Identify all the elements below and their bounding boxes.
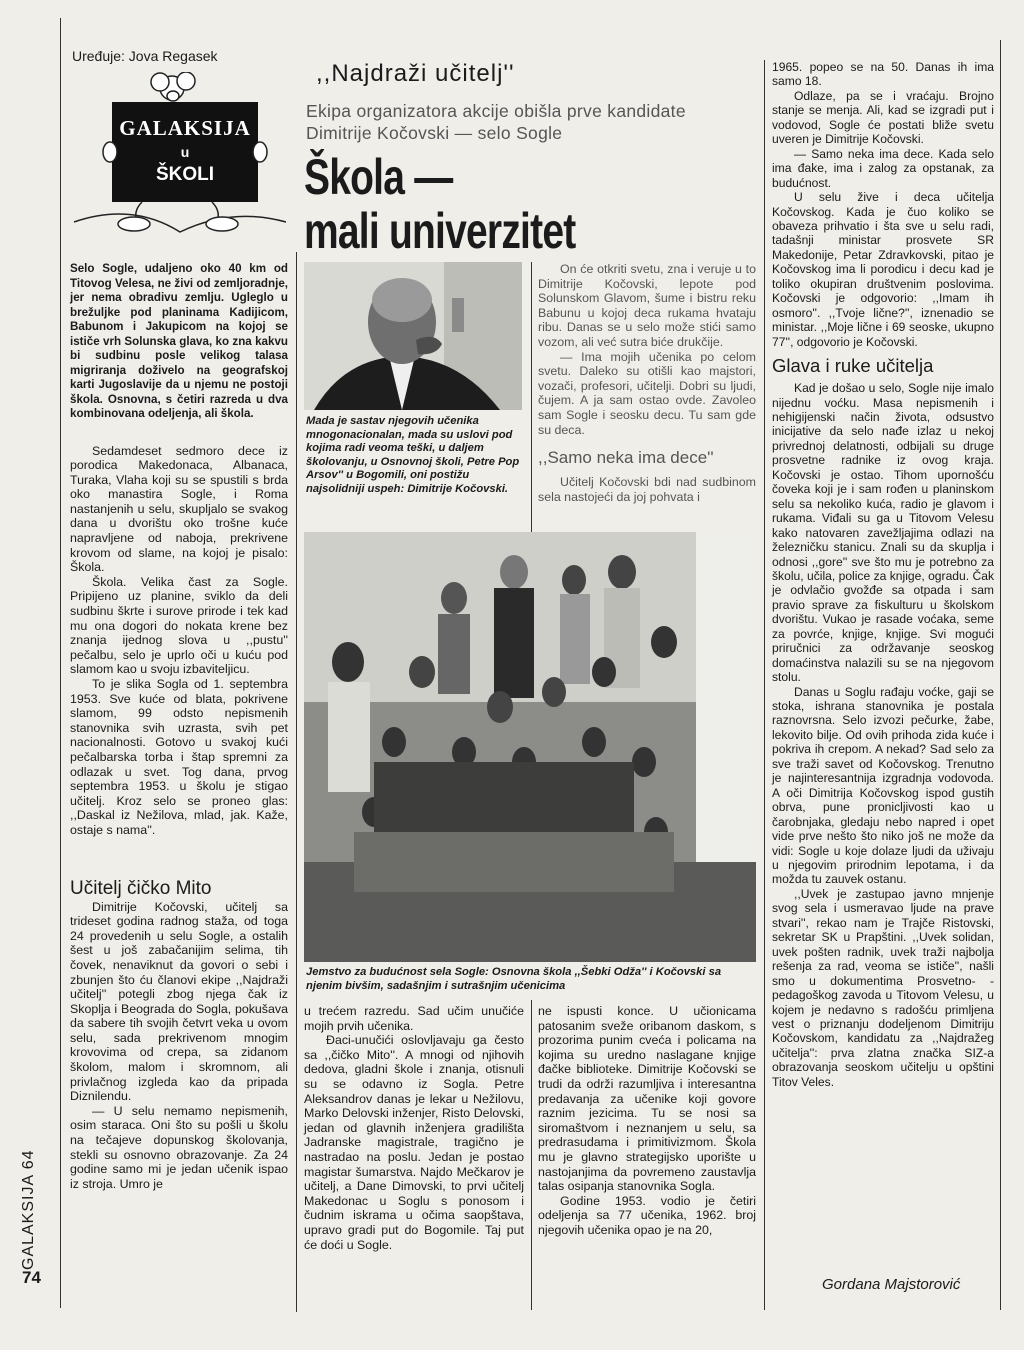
cartoon-figure-icon (72, 72, 288, 248)
column-1 (70, 262, 288, 1191)
col1-paragraph-5: — U selu nemamo nepismenih, osim staraca. Oni što su pošli u školu na tečajeve dopunskog školovanja, stekli su osnovno obrazovanje. Za 24 godine samo mi je jedan učenik ispao iz stroja. Umro je (70, 1103, 288, 1191)
col2-paragraph-1: u trećem razredu. Sad učim unučiće mojih prvih učenika. (304, 1004, 524, 1033)
kicker: ,,Najdraži učitelj'' (316, 60, 515, 87)
author-signature: Gordana Majstorović (822, 1276, 961, 1293)
column-2-bottom (304, 1004, 524, 1252)
portrait-image (304, 262, 522, 410)
col3b-paragraph-2: Godine 1953. vodio je četiri odeljenja sa 77 učenika, 1962. broj njegovih učenika opao je na 20, (538, 1193, 756, 1237)
subhead-glava-i-ruke: Glava i ruke učitelja (772, 355, 934, 377)
subhead-samo-neka: ,,Samo neka ima dece'' (538, 448, 714, 468)
column-rule-2 (531, 262, 532, 532)
col1-paragraph-4: Dimitrije Kočovski, učitelj sa trideset godina radnog staža, od toga 24 provedenih u selu Sogle, a ostalih šest u još zabačanijim selima, tih čovek, nenaviknut da govori o sebi i zbunjen što ću članovi ekipe ,,Najdraži učitelj'' potegli zbog njega čak iz Skoplja i Beograda do Sogla, pokušava da sabere tih svojih četvrt veka u ovom selu, sada prekrivenom mnogim krovovima od crepa, sa zidanom školom, malom i skromnom, ali privlačnog izgleda kao da pripada Diznilendu. (70, 899, 288, 1104)
title-line-2: mali univerzitet (304, 203, 576, 259)
column-rule-3 (531, 1000, 532, 1310)
series-logo (72, 72, 288, 248)
column-rule-4 (764, 60, 765, 1310)
col4-paragraph-4: U selu žive i deca učitelja Kočovskog. Kada je čuo koliko se obaveza prihvatio i šta sve u selu radi, tadašnji ministar prosvete SR Makedonije, Petar Zdravkovski, pitao je Kočovskog ima li porodicu i decu kad je toliko okupiran društvenim poslovima. Kočovski je odgovorio: ,,Imam ih osmoro''. ,,Tvoje lične?'', iznenadio se ministar. ,,Moje lične i 69 seoske, ukupno 77'', odgovorio je Kočovski. (772, 190, 994, 349)
right-border-rule (1000, 40, 1001, 1310)
col4-paragraph-7: ,,Uvek je zastupao javno mnjenje svog sela i usmeravao ljude na prave stvari'', rekao nam je Trajče Ristovski, sekretar SK u Prapštini. ,,Uvek solidan, uvek pošten radnik, uvek traži najbolja rešenja za rad, veoma se ističe'', našli smo u dokumentima Prosvetno- -pedagoškog zavoda u Titovom Velesu, u kojem je nedavno s radošću primljena vest o priznanju dodeljenom Dimitriju Kočovskom, kandidatu za ,,Najdražeg učitelja'': prva zlatna značka SIZ-a obrazovanja seoskom učitelju u opštini Titov Veles. (772, 886, 994, 1089)
photo2-caption: Jemstvo za budućnost sela Sogle: Osnovna škola ,,Šebki Odža'' i Kočovski sa njenim bivšim, sadašnjim i sutrašnjim učenicima (306, 966, 722, 992)
col2-paragraph-2: Đaci-unučići oslovljavaju ga često sa ,,čičko Mito''. A mnogi od njihovih dedova, gladni škole i znanja, otisnuli su se odavno iz Sogla. Petre Aleksandrov danas je lekar u Nežilovu, Marko Delovski inženjer, Risto Delovski, jedan od glavnih inženjera gradilišta Jadranske magistrale, tragično je nastradao na poslu. Jedan je postao magistar šumarstva. Najdo Mečkarov je učitelj, a Dane Dimovski, to prvi učitelj Makedonac u Soglu s ponosom i čudnim iskrama u očima saopštava, upravo gradi put do Bogomile. Taj put će doći u Sogle. (304, 1033, 524, 1252)
magazine-margin (20, 1150, 42, 1350)
logo-small: u (180, 144, 190, 160)
col1-paragraph-1: Sedamdeset sedmoro dece iz porodica Makedonaca, Albanaca, Turaka, Vlaha koji su se spustili s brda oko manastira Sogle, i Roma nastanjenih u selu, skupljalo se svakog dana u dvorištu oko trošne kuće napravljene od naboja, prekrivene krovom od slame, na kojoj je pisalo: Škola. (70, 443, 288, 575)
col4-paragraph-5: Kad je došao u selo, Sogle nije imalo nijednu voćku. Masa nepismenih i nehigijenski način života, odsustvo inicijative da selo nađe izlaz u nekoj privrednoj delatnosti, odbijali su druge prosvetne radnike iz ovog kraja. Kočovski je ostao. Tihom upornošću čoveka koji je i sam rođen u planinskom selu sa nekoliko kuća, radio je glavom i rukama. Viđali su ga u Titovom Velesu kako natovaren zavežljajima odlazi na železničku stanicu. Znali su da skuplja i odnosi ,,gore'' sve što mu je potrebno za školu, učila, police za knjige, ogradu. Čak je odvlačio gvožđe sa otpada i sam pravio sprave za fiskulturu u školskom dvorištu. Vukao je rasade voćaka, seme za povrće, knjige, knjige. Svi mogući priručnici za održavanje seoskog domaćinstva nalazili su se na njegovom stolu. (772, 381, 994, 685)
left-border-rule (60, 18, 61, 1308)
deck (306, 100, 686, 144)
subhead-uciteljcicko: Učitelj čičko Mito (70, 877, 212, 899)
column-rule-1 (296, 252, 297, 1312)
title-line-1: Škola — (304, 149, 453, 205)
column-3-top (538, 262, 756, 504)
col1-paragraph-3: To je slika Sogla od 1. septembra 1953. Sve kuće od blata, pokrivene slamom, 99 odsto nepismenih stanovnika svih uzrasta, svih pet nacionalnosti. Gotovo u svakoj kući pečalbarska torba i štap spremni za odlazak u svet. Tog dana, prvog septembra 1953. u školu je stigao učitelj. Kroz selo se proneo glas: ,,Daskal iz Nežilova, mlad, jak. Kaže, ostaje s nama''. (70, 677, 288, 837)
col3-paragraph-3: Učitelj Kočovski bdi nad sudbinom sela nastojeći da joj pohvata i (538, 475, 756, 504)
col3-paragraph-1: On će otkriti svetu, zna i veruje u to Dimitrije Kočovski, lepote pod Solunskom Glavom, šume i bistru reku Babunu u kojoj deca rukama hvataju ribu. Danas se u selo može stići samo vozom, ali već sutra biće drukčije. (538, 262, 756, 349)
col3b-paragraph-1: ne ispusti konce. U učionicama patosanim sveže oribanom daskom, s prozorima punim cveća i policama na kojima su uredno naslagane knjige đačke biblioteke. Dimitrije Kočovski se trudi da održi razumljiva i interesantna predavanja za učenike koji govore raznim jezicima. Tu se nosi sa siromaštvom i neznanjem u selu, sa predrasudama i primitivizmom. Škola mu je glavno strategijsko uporište u nastojanjima da povremeno zaustavlja talas osipanja stanovnika Sogla. (538, 1004, 756, 1194)
deck-line-2: Dimitrije Kočovski — selo Sogle (306, 123, 563, 143)
col4-paragraph-6: Danas u Soglu rađaju voćke, gaji se stoka, ishrana stanovnika je postala raznovrsna. Selo izvozi pečurke, žabe, lekovito bilje. Od ovih prihoda zida kuće i pokriva ih crepom. A nekad? Sad selo za sve traži savet od Kočovskog. Trenutno je najinteresantnija izgradnja vodovoda. A oči Dimitrija Kočovskog ispod gustih obrva, pune pronicljivosti kao u čarobnjaka, gledaju nebo napred i opet vide prve nešto što niko još ne može da vidi: Sogle u koje dolaze ljudi da uživaju u njegovim prirodnim lepotama, i da možda tu zauvek ostanu. (772, 684, 994, 887)
col1-paragraph-2: Škola. Velika čast za Sogle. Pripijeno uz planine, sviklo da deli sudbinu škrte i surove prirode i tek kad mu ona dogori do nokata krene bez znanja ijednog slova u ,,pustu'' pečalbu, selo je uprlo oči u kuću pod slamom kao u svoju izbaviteljicu. (70, 574, 288, 677)
column-3-bottom (538, 1004, 756, 1238)
intro-paragraph: Selo Sogle, udaljeno oko 40 km od Titovog Velesa, ne živi od zemljoradnje, jer nema obradivu zemlju. Ugleglo u brežuljke pod planinama Kadijicom, Babunom i Jakupicom na kojoj se ističe vrh Solunska glava, ko zna kakvu bi sudbinu posle velikog talasa migriranja doživelo na geografskoj karti Jugoslavije da u njemu ne postoji škola. Osnovna, s četiri razreda u dva kombinovana odeljenja, ali škola. (70, 262, 288, 420)
page-number: 74 (22, 1268, 41, 1287)
col3-paragraph-2: — Ima mojih učenika po celom svetu. Daleko su otišli kao majstori, vozači, profesori, učitelji. Dobri su ljudi, čujem. A ja sam ostao ovde. Zavoleo sam Sogle i seosku decu. Tu sam gde su deca. (538, 349, 756, 437)
col4-paragraph-1: 1965. popeo se na 50. Danas ih ima samo 18. (772, 60, 994, 89)
col4-paragraph-2: Odlaze, pa se i vraćaju. Brojno stanje se menja. Ali, kad se izgradi put i vodovod, Sogle će postati bliže svetu uveren je Dimitrije Kočovski. (772, 88, 994, 147)
group-image (304, 532, 756, 962)
logo-word: GALAKSIJA (119, 116, 251, 140)
column-4 (772, 60, 994, 1089)
photo1-caption: Mada je sastav njegovih učenika mnogonacionalan, mada su uslovi pod kojima radi veoma teški, u daljem školovanju, u Osnovnoj školi, Petre Pop Arsov'' u Bogomili, oni postižu najsolidniji uspeh: Dimitrije Kočovski. (306, 415, 520, 495)
logo-line2: ŠKOLI (155, 164, 215, 185)
magazine-name: GALAKSIJA 64 (20, 1149, 37, 1270)
col4-paragraph-3: — Samo neka ima dece. Kada selo ima đake, ima i zalog za opstanak, za budućnost. (772, 146, 994, 190)
school-group-photo (304, 532, 756, 962)
page-title (304, 150, 575, 258)
deck-line-1: Ekipa organizatora akcije obišla prve kandidate (306, 101, 686, 121)
editor-credit: Uređuje: Jova Regasek (72, 48, 218, 64)
teacher-portrait-photo (304, 262, 522, 410)
